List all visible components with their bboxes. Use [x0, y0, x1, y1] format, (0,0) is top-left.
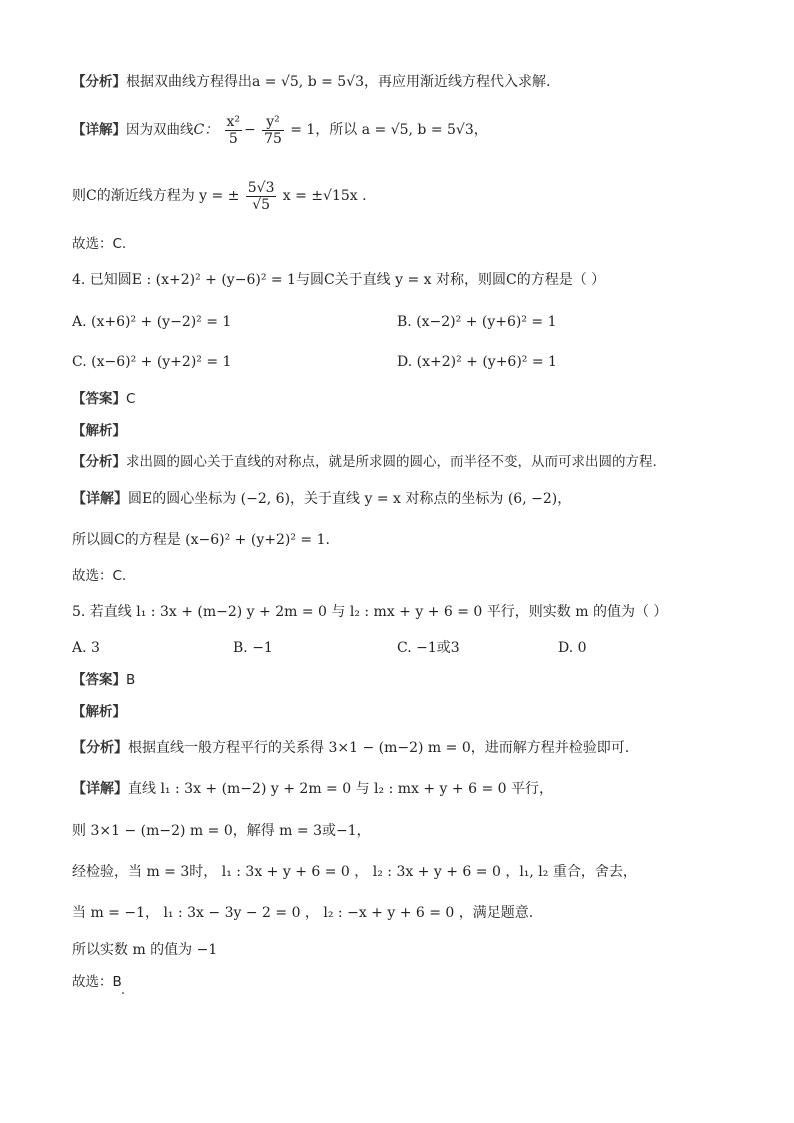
q4-answer: 【答案】C: [72, 391, 136, 407]
q5-explanation-label: 【解析】: [72, 704, 126, 720]
detail-text-c: = 1，所以 a = √5, b = 5√3，: [290, 122, 488, 138]
fraction-x2-over-5: $\frac{\text{x²}}{5}$: [226, 113, 241, 147]
q4-solution-1: 所以圆C的方程是 (x−6)² + (y+2)² = 1.: [72, 532, 330, 548]
question-5: 5. 若直线 l₁ : 3x + (m−2) y + 2m = 0 与 l₂ : mx + y + 6 = 0 平行，则实数 m 的值为（ ）: [72, 604, 668, 620]
question-4: 4. 已知圆E : (x+2)² + (y−6)² = 1与圆C关于直线 y = x 对称，则圆C的方程是（ ）: [72, 272, 606, 288]
fraction-y2-over-75: $\frac{\text{y²}}{75}$: [264, 113, 282, 147]
q5-option-d: D. 0: [558, 640, 587, 656]
q5-detail: 【详解】直线 l₁ : 3x + (m−2) y + 2m = 0 与 l₂ : mx + y + 6 = 0 平行，: [72, 781, 553, 797]
choice-line-q3: 故选：C.: [72, 236, 127, 252]
q4-explanation-label: 【解析】: [72, 423, 126, 439]
detail-label: 【详解】: [72, 122, 126, 138]
q4-option-c: C. (x−6)² + (y+2)² = 1: [72, 354, 232, 370]
q4-option-b: B. (x−2)² + (y+6)² = 1: [397, 314, 557, 330]
q5-answer: 【答案】B: [72, 672, 136, 688]
q4-solution-2: 故选：C.: [72, 568, 127, 584]
q5-option-b: B. −1: [233, 640, 273, 656]
analysis-line-q3: [72, 72, 550, 92]
q5-solution-4: 所以实数 m 的值为 −1: [72, 942, 218, 958]
asymptote-text-a: 则C的渐近线方程为 y = ±: [72, 188, 240, 204]
q4-option-d: D. (x+2)² + (y+6)² = 1: [397, 354, 557, 370]
detail-text-a: 因为双曲线: [126, 122, 194, 138]
q4-detail: 【详解】圆E的圆心坐标为 (−2, 6)，关于直线 y = x 对称点的坐标为 (6, −2)，: [72, 491, 572, 507]
fraction-5root3-over-root5: $\frac{5√3}{√5}$: [247, 179, 275, 213]
q5-solution-2: 经检验，当 m = 3时， l₁ : 3x + y + 6 = 0 ， l₂ : 3x + y + 6 = 0 ，l₁, l₂ 重合，舍去，: [72, 864, 637, 880]
stray-dot: [122, 992, 124, 994]
q5-option-c: C. −1或3: [397, 640, 460, 656]
q5-solution-1: 则 3×1 − (m−2) m = 0，解得 m = 3或−1，: [72, 823, 371, 839]
asymptote-line: [72, 176, 367, 216]
analysis-text: 根据双曲线方程得出a = √5, b = 5√3，再应用渐近线方程代入求解.: [126, 74, 551, 90]
asymptote-text-b: x = ±√15x .: [282, 188, 367, 204]
detail-text-b: C：: [193, 122, 219, 138]
q4-option-a: A. (x+6)² + (y−2)² = 1: [72, 314, 232, 330]
q5-analysis: 【分析】根据直线一般方程平行的关系得 3×1 − (m−2) m = 0，进而解方程并检验即可.: [72, 740, 630, 756]
q4-analysis: 【分析】求出圆的圆心关于直线的对称点，就是所求圆的圆心，而半径不变，从而可求出圆的方程.: [72, 454, 657, 470]
detail-line-q3: 【详解】因为双曲线C： $\frac{\text{x²}}{5}$ − $\frac{\text{y²}}{75}$ = 1，所以 a = √5, b = 5√3，: [72, 113, 488, 147]
analysis-label: 【分析】: [72, 74, 126, 90]
q5-solution-5: 故选：B: [72, 974, 122, 990]
q5-option-a: A. 3: [72, 640, 100, 656]
q5-solution-3: 当 m = −1， l₁ : 3x − 3y − 2 = 0 ， l₂ : −x + y + 6 = 0 ，满足题意.: [72, 905, 534, 921]
